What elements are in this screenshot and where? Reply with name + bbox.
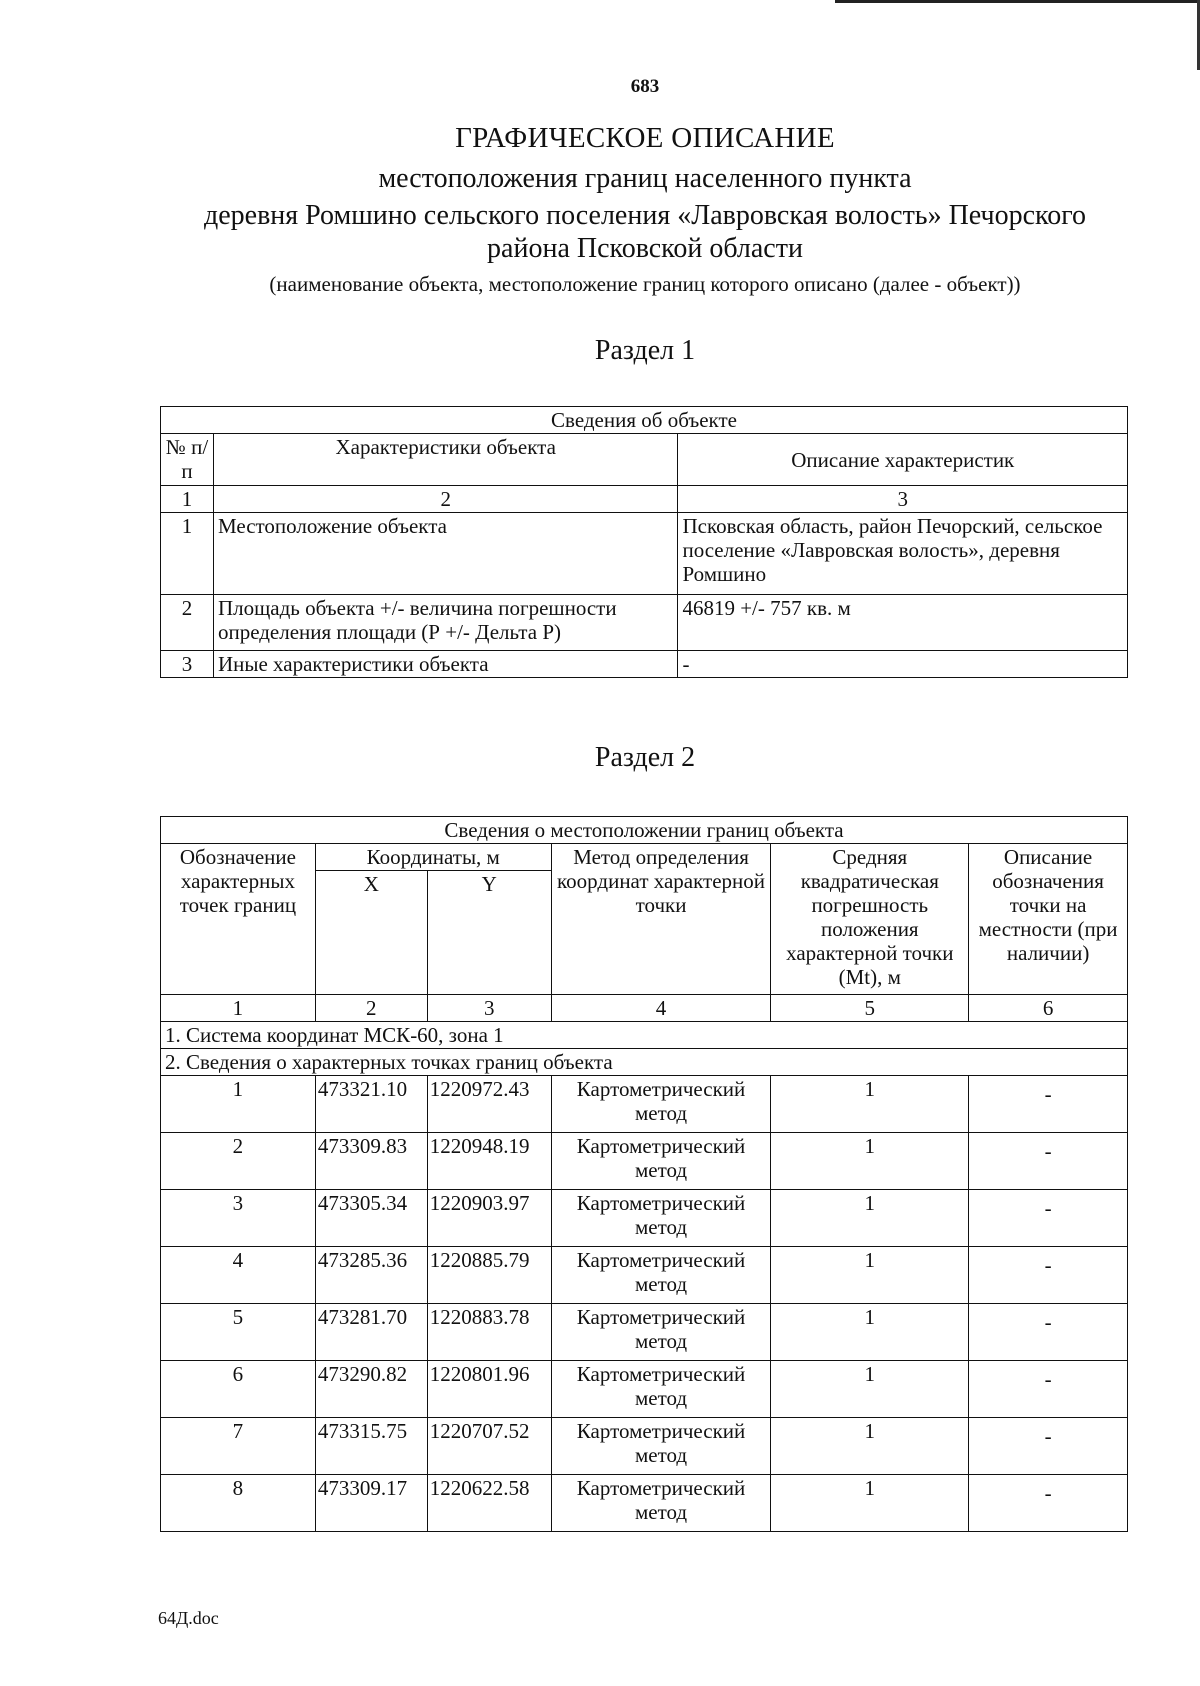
- coord-y: 1220948.19: [427, 1133, 551, 1190]
- points-header-row: 2. Сведения о характерных точках границ объекта: [161, 1049, 1128, 1076]
- point-description: -: [969, 1076, 1128, 1133]
- point-description: -: [969, 1304, 1128, 1361]
- coord-y: 1220883.78: [427, 1304, 551, 1361]
- document-subtitle-1: местоположения границ населенного пункта: [378, 163, 912, 194]
- error-value: 1: [771, 1361, 969, 1418]
- col-header-y: Y: [427, 871, 551, 995]
- method: Картометрический метод: [551, 1076, 771, 1133]
- table-row: [161, 1133, 1128, 1190]
- coord-x: 473309.17: [315, 1475, 427, 1532]
- col-header-point-description: Описание обозначения точки на местности (при наличии): [969, 844, 1128, 995]
- point-number: 3: [161, 1190, 316, 1247]
- col-index: 1: [161, 995, 316, 1022]
- coord-x: 473309.83: [315, 1133, 427, 1190]
- col-header-characteristic: Характеристики объекта: [213, 434, 678, 486]
- method: Картометрический метод: [551, 1304, 771, 1361]
- document-subtitle-2: деревня Ромшино сельского поселения «Лавровская волость» Печорского: [203, 200, 1087, 231]
- col-index: 6: [969, 995, 1128, 1022]
- section-1-title: Раздел 1: [594, 335, 696, 366]
- table-row: [161, 1418, 1128, 1475]
- object-info-table: [160, 406, 1128, 678]
- row-description: 46819 +/- 757 кв. м: [678, 595, 1128, 651]
- error-value: 1: [771, 1418, 969, 1475]
- error-value: 1: [771, 1076, 969, 1133]
- col-header-coords: Координаты, м: [315, 844, 551, 871]
- page-number: 683: [630, 76, 660, 97]
- coord-y: 1220903.97: [427, 1190, 551, 1247]
- coord-y: 1220885.79: [427, 1247, 551, 1304]
- footer-filename: 64Д.doc: [158, 1608, 219, 1628]
- error-value: 1: [771, 1247, 969, 1304]
- point-number: 1: [161, 1076, 316, 1133]
- col-header-error: Средняя квадратическая погрешность положения характерной точки (Mt), м: [771, 844, 969, 995]
- col-index: 5: [771, 995, 969, 1022]
- method: Картометрический метод: [551, 1475, 771, 1532]
- error-value: 1: [771, 1475, 969, 1532]
- row-num: 2: [161, 595, 214, 651]
- coord-x: 473321.10: [315, 1076, 427, 1133]
- coord-y: 1220801.96: [427, 1361, 551, 1418]
- row-characteristic: Местоположение объекта: [213, 513, 678, 595]
- row-description: Псковская область, район Печорский, сельское поселение «Лавровская волость», деревня Ромшино: [678, 513, 1128, 595]
- method: Картометрический метод: [551, 1418, 771, 1475]
- coordinate-system-row: 1. Система координат МСК-60, зона 1: [161, 1022, 1128, 1049]
- coord-x: 473290.82: [315, 1361, 427, 1418]
- table-row: [161, 1304, 1128, 1361]
- point-number: 8: [161, 1475, 316, 1532]
- point-number: 5: [161, 1304, 316, 1361]
- error-value: 1: [771, 1190, 969, 1247]
- table-row: [161, 595, 1128, 651]
- document-note: (наименование объекта, местоположение границ которого описано (далее - объект)): [269, 272, 1021, 296]
- coord-x: 473285.36: [315, 1247, 427, 1304]
- boundary-points-table: [160, 816, 1128, 1532]
- point-number: 2: [161, 1133, 316, 1190]
- point-description: -: [969, 1418, 1128, 1475]
- method: Картометрический метод: [551, 1190, 771, 1247]
- table-row: [161, 1475, 1128, 1532]
- section-2-title: Раздел 2: [594, 742, 696, 773]
- method: Картометрический метод: [551, 1133, 771, 1190]
- row-num: 1: [161, 513, 214, 595]
- col-index: 2: [315, 995, 427, 1022]
- col-index: 4: [551, 995, 771, 1022]
- table-row: [161, 1076, 1128, 1133]
- error-value: 1: [771, 1133, 969, 1190]
- row-characteristic: Площадь объекта +/- величина погрешности определения площади (Р +/- Дельта Р): [213, 595, 678, 651]
- row-description: -: [678, 651, 1128, 678]
- table-row: [161, 1190, 1128, 1247]
- table-row: [161, 513, 1128, 595]
- document-title: ГРАФИЧЕСКОЕ ОПИСАНИЕ: [455, 122, 835, 154]
- row-characteristic: Иные характеристики объекта: [213, 651, 678, 678]
- table-caption: Сведения о местоположении границ объекта: [161, 817, 1128, 844]
- col-index: 3: [427, 995, 551, 1022]
- table-row: [161, 1247, 1128, 1304]
- method: Картометрический метод: [551, 1361, 771, 1418]
- table-row: [161, 1361, 1128, 1418]
- col-index: 1: [161, 486, 214, 513]
- col-header-point: Обозначение характерных точек границ: [161, 844, 316, 995]
- col-index: 2: [213, 486, 678, 513]
- point-description: -: [969, 1361, 1128, 1418]
- col-header-x: X: [315, 871, 427, 995]
- col-header-description: Описание характеристик: [678, 434, 1128, 486]
- error-value: 1: [771, 1304, 969, 1361]
- coord-y: 1220707.52: [427, 1418, 551, 1475]
- col-header-method: Метод определения координат характерной точки: [551, 844, 771, 995]
- table-caption: Сведения об объекте: [161, 407, 1128, 434]
- table-row: [161, 651, 1128, 678]
- document-subtitle-3: района Псковской области: [487, 233, 803, 264]
- coord-x: 473281.70: [315, 1304, 427, 1361]
- scan-edge-top: [835, 0, 1200, 3]
- point-number: 7: [161, 1418, 316, 1475]
- col-index: 3: [678, 486, 1128, 513]
- point-description: -: [969, 1133, 1128, 1190]
- method: Картометрический метод: [551, 1247, 771, 1304]
- coord-x: 473315.75: [315, 1418, 427, 1475]
- point-number: 4: [161, 1247, 316, 1304]
- point-description: -: [969, 1247, 1128, 1304]
- row-num: 3: [161, 651, 214, 678]
- col-header-num: № п/п: [161, 434, 214, 486]
- point-number: 6: [161, 1361, 316, 1418]
- coord-y: 1220622.58: [427, 1475, 551, 1532]
- point-description: -: [969, 1475, 1128, 1532]
- coord-y: 1220972.43: [427, 1076, 551, 1133]
- coord-x: 473305.34: [315, 1190, 427, 1247]
- point-description: -: [969, 1190, 1128, 1247]
